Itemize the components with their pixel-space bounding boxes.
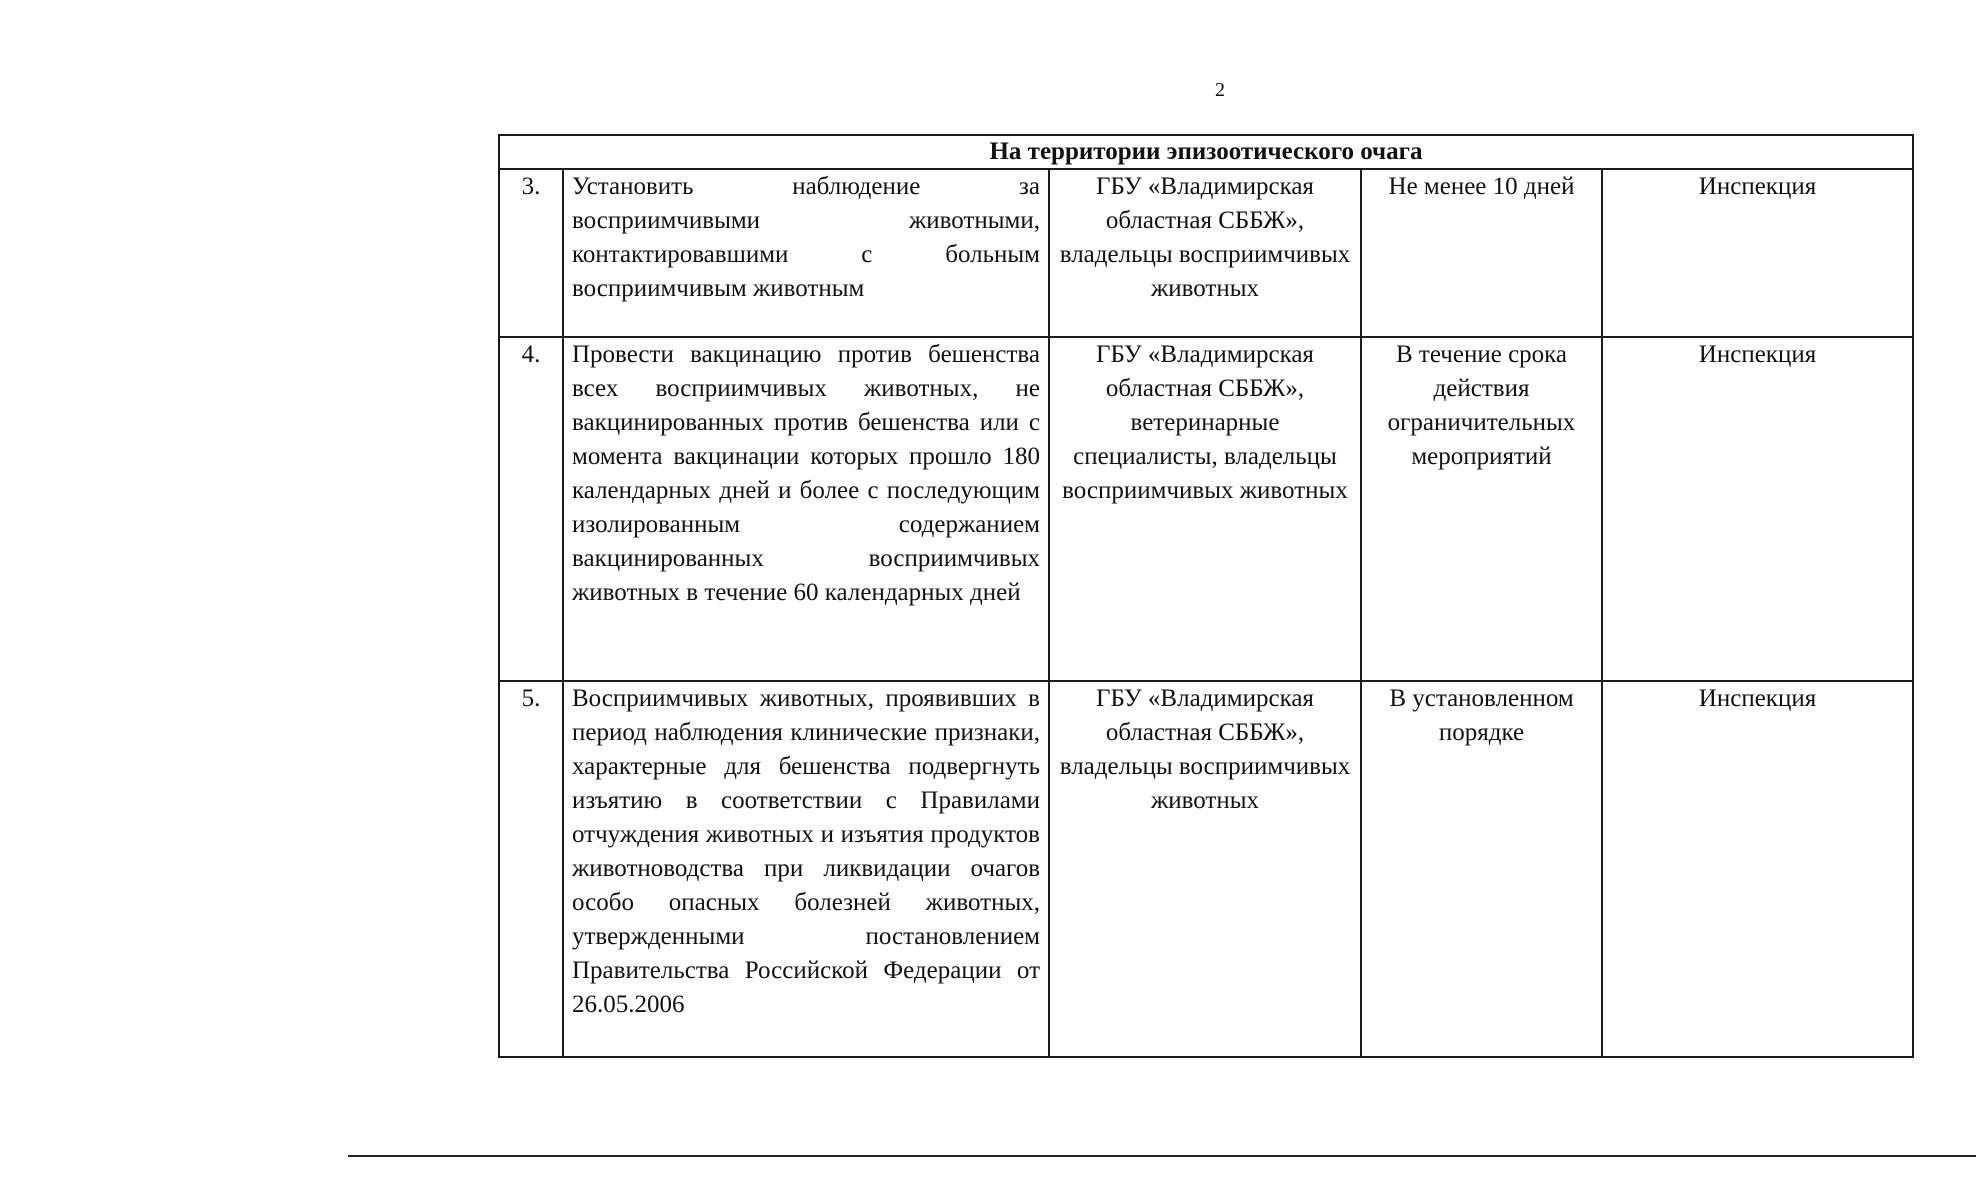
executor-text: ГБУ «Владимирская областная СББЖ», ветеринарные специалисты, владельцы восприимчивых животных	[1049, 337, 1361, 681]
page-number: 2	[1215, 79, 1225, 101]
section-header-row	[499, 135, 1913, 169]
term-text: Не менее 10 дней	[1361, 169, 1602, 337]
responsible-text: Инспекция	[1602, 169, 1913, 337]
table-row	[499, 169, 1913, 337]
executor-text: ГБУ «Владимирская областная СББЖ», владельцы восприимчивых животных	[1049, 169, 1361, 337]
measure-text: Установить наблюдение за восприимчивыми животными, контактировавшими с больным восприимчивым животным	[563, 169, 1049, 337]
table-row	[499, 337, 1913, 681]
measures-table	[498, 134, 1914, 1058]
measure-text: Провести вакцинацию против бешенства всех восприимчивых животных, не вакцинированных против бешенства или с момента вакцинации которых прошло 180 календарных дней и более с последующим изолированным содержанием вакцинированных восприимчивых животных в течение 60 календарных дней	[563, 337, 1049, 681]
section-title: На территории эпизоотического очага	[499, 135, 1913, 169]
table-row	[499, 681, 1913, 1057]
executor-text: ГБУ «Владимирская областная СББЖ», владельцы восприимчивых животных	[1049, 681, 1361, 1057]
row-number: 5.	[499, 681, 563, 1057]
term-text: В течение срока действия ограничительных мероприятий	[1361, 337, 1602, 681]
responsible-text: Инспекция	[1602, 681, 1913, 1057]
row-number: 3.	[499, 169, 563, 337]
bottom-divider-line	[348, 1155, 1976, 1157]
term-text: В установленном порядке	[1361, 681, 1602, 1057]
measure-text: Восприимчивых животных, проявивших в период наблюдения клинические признаки, характерные для бешенства подвергнуть изъятию в соответствии с Правилами отчуждения животных и изъятия продуктов животноводства при ликвидации очагов особо опасных болезней животных, утвержденными постановлением Правительства Российской Федерации от 26.05.2006	[563, 681, 1049, 1057]
row-number: 4.	[499, 337, 563, 681]
responsible-text: Инспекция	[1602, 337, 1913, 681]
